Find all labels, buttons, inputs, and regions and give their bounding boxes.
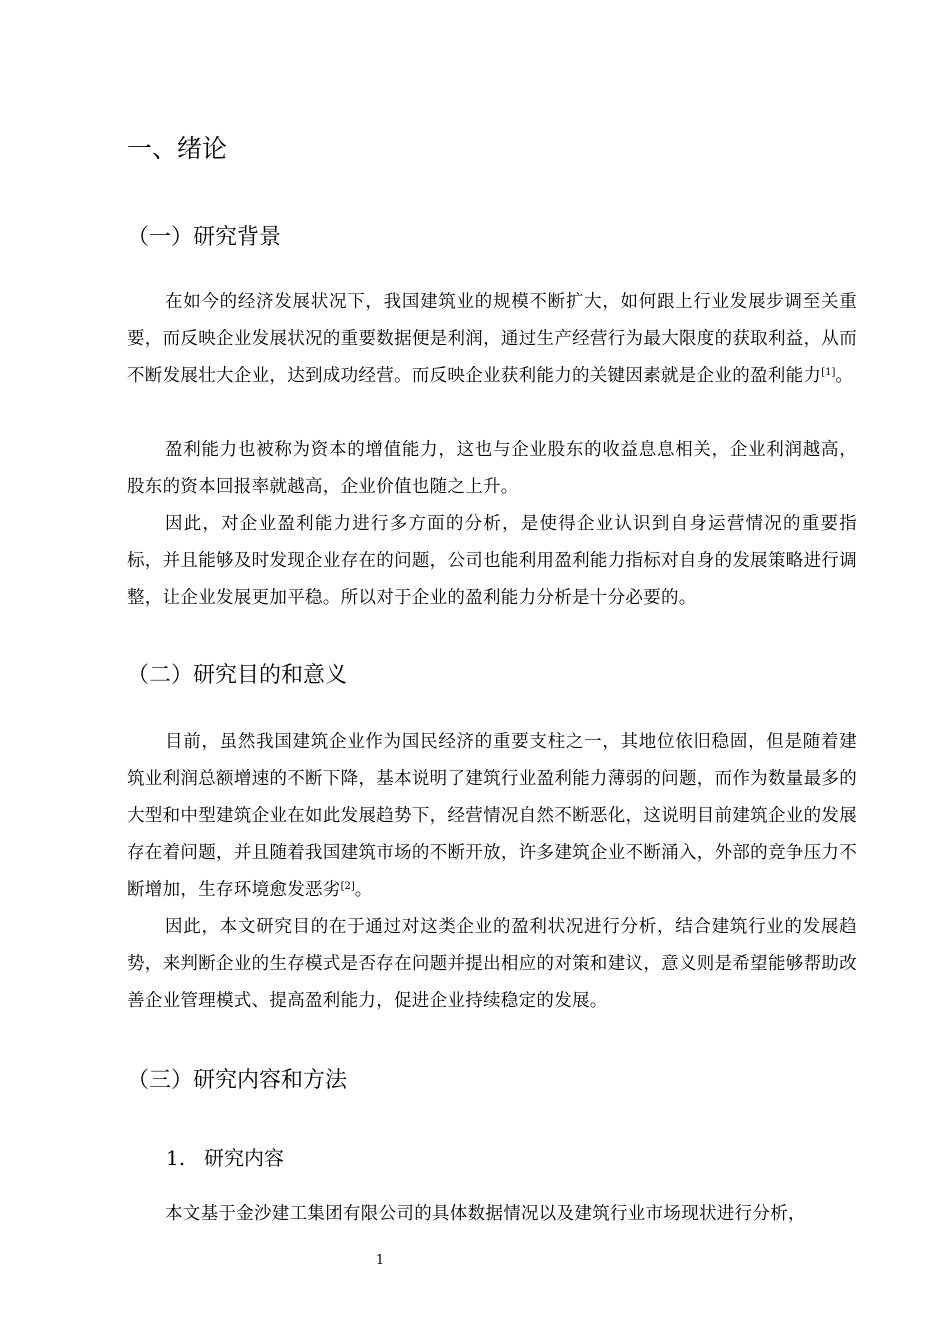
subsection-title-content — [166, 1144, 284, 1172]
paragraph-content-1: 本文基于金沙建工集团有限公司的具体数据情况以及建筑行业市场现状进行分析， — [165, 1204, 806, 1224]
section-title-purpose: （二）研究目的和意义 — [127, 663, 348, 688]
chapter-title: 一、绪论 — [127, 134, 228, 163]
section-title-content-method: （三）研究内容和方法 — [127, 1068, 348, 1093]
paragraph-purpose-2: 因此，本文研究目的在于通过对这类企业的盈利状况进行分析，结合建筑行业的发展趋势，来判断企业的生存模式是否存在问题并提出相应的对策和建议，意义则是希望能够帮助改善企业管理模式、提高盈利能力，促进企业持续稳定的发展。 — [127, 917, 857, 1011]
citation-ref: [2] — [340, 881, 355, 892]
subsection-label: 研究内容 — [204, 1146, 284, 1170]
subsection-number: 1. — [166, 1146, 186, 1170]
section-title-background: （一）研究背景 — [127, 225, 282, 250]
page-number: 1 — [375, 1253, 385, 1268]
citation-ref: [1] — [821, 367, 836, 378]
paragraph-background-1: 在如今的经济发展状况下，我国建筑业的规模不断扩大，如何跟上行业发展步调至关重要，而反映企业发展状况的重要数据便是利润，通过生产经营行为最大限度的获取利益，从而不断发展壮大企业，达到成功经营。而反映企业获利能力的关键因素就是企业的盈利能力[1]。 — [127, 292, 857, 386]
paragraph-background-2: 盈利能力也被称为资本的增值能力，这也与企业股东的收益息息相关，企业利润越高，股东的资本回报率就越高，企业价值也随之上升。 — [127, 440, 857, 497]
paragraph-purpose-1: 目前，虽然我国建筑企业作为国民经济的重要支柱之一，其地位依旧稳固，但是随着建筑业利润总额增速的不断下降，基本说明了建筑行业盈利能力薄弱的问题，而作为数量最多的大型和中型建筑企业在如此发展趋势下，经营情况自然不断恶化，这说明目前建筑企业的发展存在着问题，并且随着我国建筑市场的不断开放，许多建筑企业不断涌入，外部的竞争压力不断增加，生存环境愈发恶劣[2]。 — [127, 732, 857, 900]
paragraph-background-3: 因此，对企业盈利能力进行多方面的分析，是使得企业认识到自身运营情况的重要指标，并且能够及时发现企业存在的问题，公司也能利用盈利能力指标对自身的发展策略进行调整，让企业发展更加平稳。所以对于企业的盈利能力分析是十分必要的。 — [127, 514, 857, 608]
